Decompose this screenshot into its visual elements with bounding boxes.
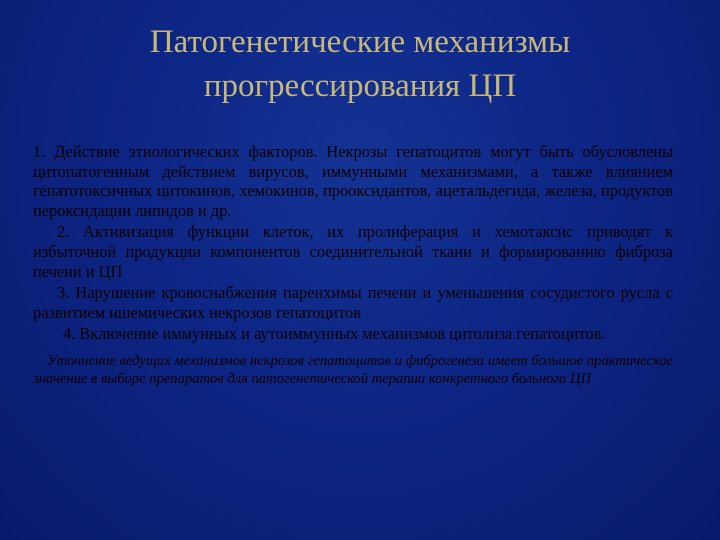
body-item-3: 3. Нарушение кровоснабжения паренхимы печени и уменьшения сосудистого русла с развитием ишемических некрозов гепатоцитов bbox=[33, 283, 673, 322]
body-item-4: 4. Включение иммунных и аутоиммунных механизмов цитолиза гепатоцитов. bbox=[63, 324, 606, 344]
slide-body bbox=[33, 142, 673, 403]
body-item-2: 2. Активизация функции клеток, их пролиферация и хемотаксис приводят к избыточной продукции компонентов соединительной ткани и формированию фиброза печени и ЦП bbox=[33, 222, 673, 281]
slide-title-line-1: Патогенетические механизмы bbox=[149, 24, 571, 60]
slide-title-line-2: прогрессирования ЦП bbox=[203, 68, 517, 104]
slide-title bbox=[60, 20, 660, 108]
body-item-1: 1. Действие этиологических факторов. Некрозы гепатоцитов могут быть обусловлены цитопатогенным действием вирусов, иммунными механизмами, а также влиянием гепатотоксичных цитокинов, хемокинов, прооксидантов, ацетальдегида, железа, продуктов пероксидации липидов и др. bbox=[33, 142, 673, 220]
body-note: Уточнение ведущих механизмов некрозов гепатоцитов и фиброгенеза имеет большое практическое значение в выборе препаратов для патогенетической терапии конкретного больного ЦП bbox=[33, 352, 673, 387]
